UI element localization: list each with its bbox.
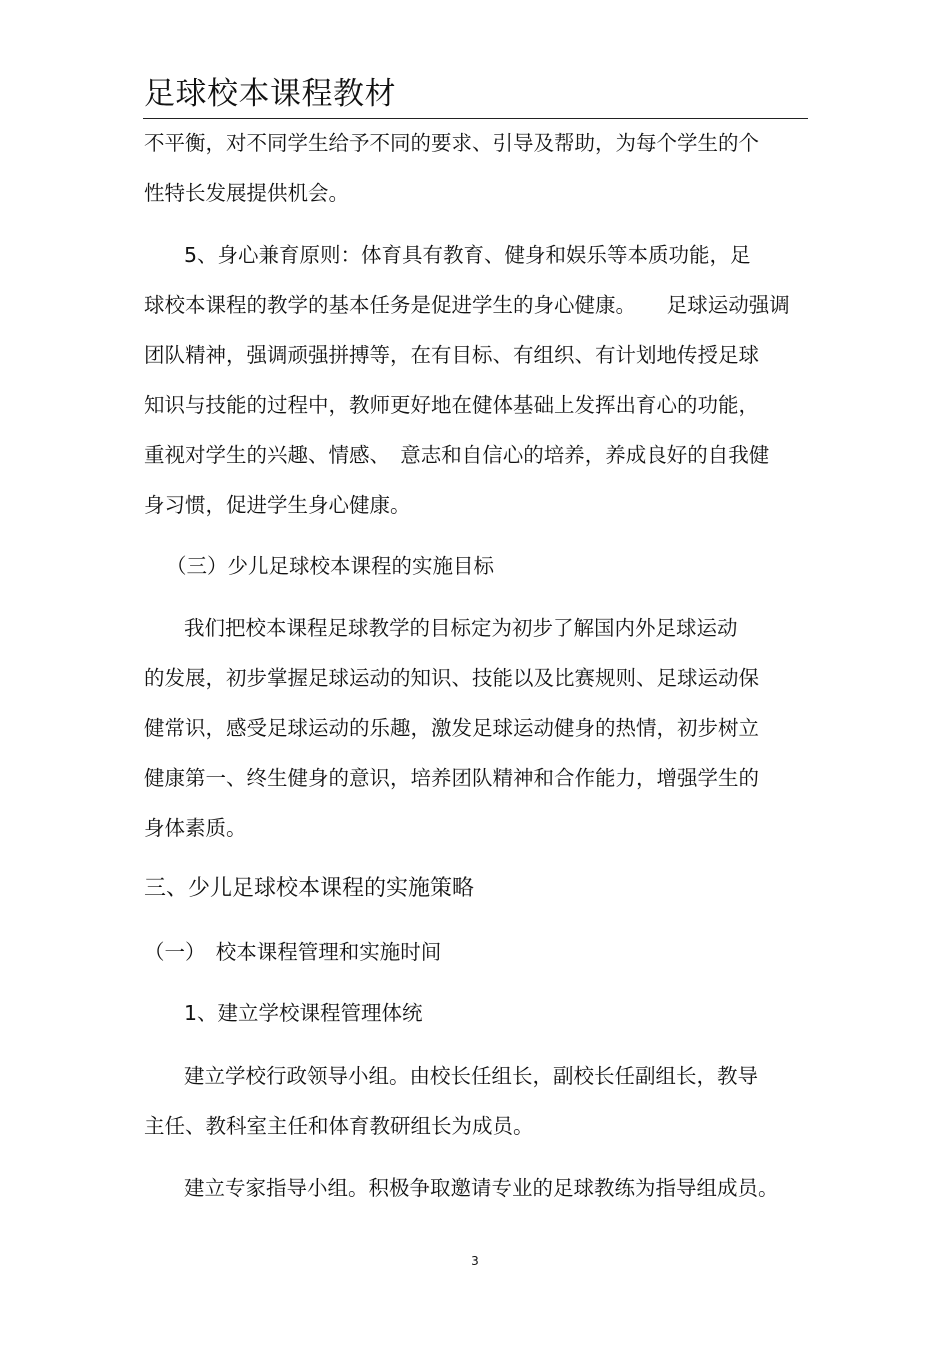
paragraph-line: 建立专家指导小组。积极争取邀请专业的足球教练为指导组成员。 [184,1176,779,1200]
paragraph-line: 主任、教科室主任和体育教研组长为成员。 [144,1114,534,1138]
header-divider [143,118,808,119]
paragraph-line: 身体素质。 [144,816,247,840]
paragraph-line: 建立学校行政领导小组。由校长任组长，副校长任副组长，教导 [184,1064,758,1088]
paragraph-line: 5、身心兼育原则：体育具有教育、健身和娱乐等本质功能，足 [184,243,751,267]
paragraph-line: 重视对学生的兴趣、情感、 意志和自信心的培养，养成良好的自我健 [144,443,770,467]
paragraph-line: 知识与技能的过程中，教师更好地在健体基础上发挥出育心的功能， [144,393,759,417]
paragraph-line: 球校本课程的教学的基本任务是促进学生的身心健康。 足球运动强调 [144,293,790,317]
header-title: 足球校本课程教材 [144,76,396,112]
subsection-heading: （一） 校本课程管理和实施时间 [144,940,442,964]
paragraph-line: 健康第一、终生健身的意识，培养团队精神和合作能力，增强学生的 [144,766,759,790]
paragraph-line: 我们把校本课程足球教学的目标定为初步了解国内外足球运动 [184,616,738,640]
paragraph-line: 身习惯，促进学生身心健康。 [144,493,411,517]
page-number: 3 [471,1254,479,1268]
paragraph-line: 健常识，感受足球运动的乐趣，激发足球运动健身的热情，初步树立 [144,716,759,740]
subsection-heading: （三）少儿足球校本课程的实施目标 [166,554,494,578]
paragraph-line: 的发展，初步掌握足球运动的知识、技能以及比赛规则、足球运动保 [144,666,759,690]
paragraph-line: 不平衡，对不同学生给予不同的要求、引导及帮助，为每个学生的个 [144,131,759,155]
paragraph-line: 团队精神，强调顽强拼搏等，在有目标、有组织、有计划地传授足球 [144,343,759,367]
section-heading: 三、少儿足球校本课程的实施策略 [144,876,475,901]
paragraph-line: 性特长发展提供机会。 [144,181,349,205]
list-heading: 1、建立学校课程管理体统 [184,1001,423,1025]
